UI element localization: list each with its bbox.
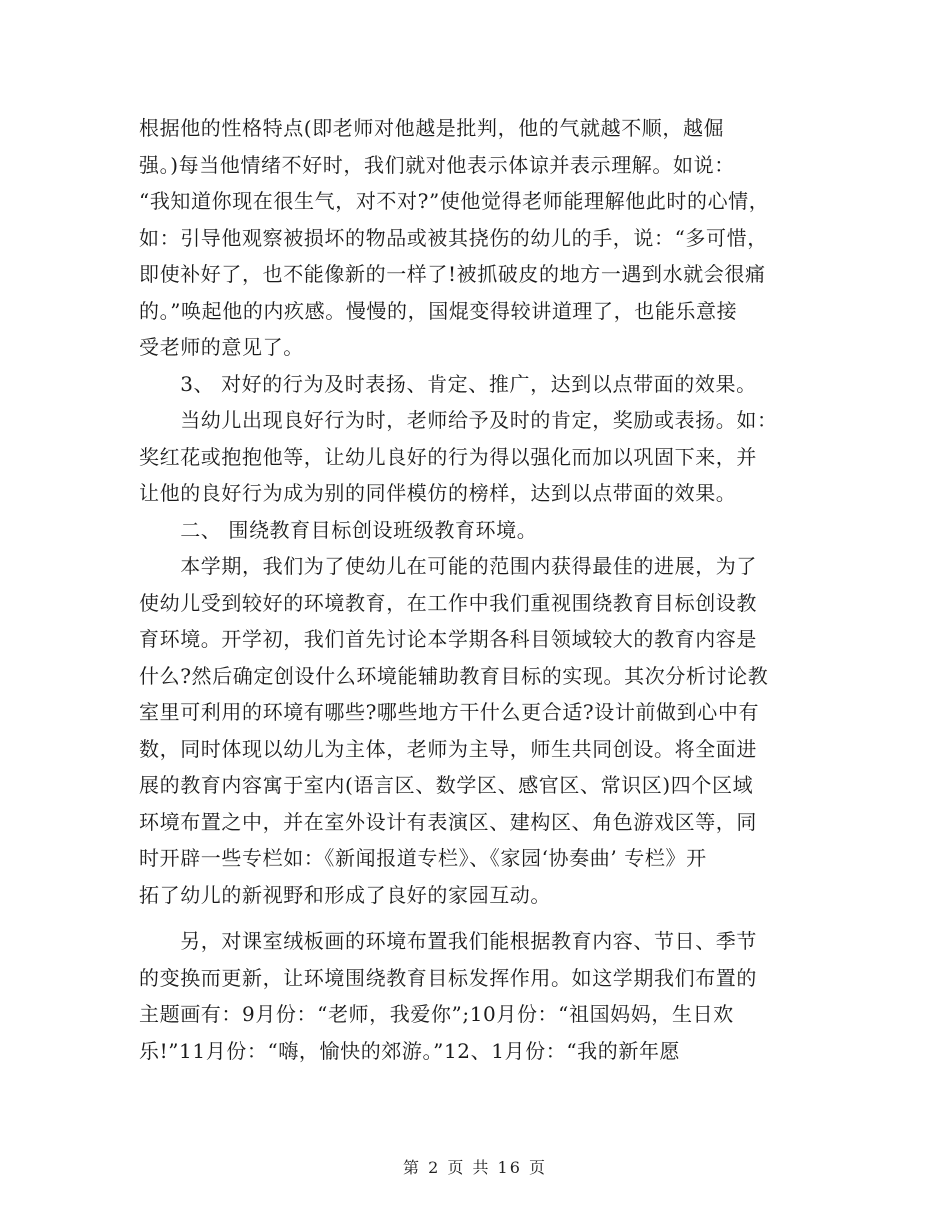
text-line: 主题画有：9月份：“老师，我爱你”;10月份：“祖国妈妈，生日欢 (139, 1002, 734, 1026)
text-line: 环境布置之中，并在室外设计有表演区、建构区、角色游戏区等，同 (139, 809, 757, 834)
text-line: 数，同时体现以幼儿为主体，老师为主导，师生共同创设。将全面进 (139, 736, 757, 761)
text-line: 的。”唤起他的内疚感。慢慢的，国焜变得较讲道理了，也能乐意接 (139, 298, 738, 323)
section-heading: 二、 围绕教育目标创设班级教育环境。 (139, 517, 538, 542)
text-line: 3、 对好的行为及时表扬、肯定、推广，达到以点带面的效果。 (139, 371, 757, 396)
text-line: 本学期，我们为了使幼儿在可能的范围内获得最佳的进展，为了 (139, 554, 757, 578)
text-line: 奖红花或抱抱他等，让幼儿良好的行为得以强化而加以巩固下来，并 (139, 444, 757, 469)
text-line: “我知道你现在很生气，对不对?”使他觉得老师能理解他此时的心情， (139, 189, 770, 213)
text-line: 时开辟一些专栏如：《新闻报道专栏》、《家园‘协奏曲’ 专栏》开 (139, 846, 707, 870)
text-line: 育环境。开学初，我们首先讨论本学期各科目领域较大的教育内容是 (139, 627, 757, 651)
text-line: 另，对课室绒板画的环境布置我们能根据教育内容、节日、季节 (139, 929, 757, 953)
text-line: 如：引导他观察被损坏的物品或被其挠伤的幼儿的手，说：“多可惜， (139, 225, 768, 250)
text-line: 即使补好了，也不能像新的一样了!被抓破皮的地方一遇到水就会很痛 (139, 262, 766, 286)
text-line: 乐!”11月份：“嗨，愉快的郊游。”12、1月份：“我的新年愿 (139, 1038, 681, 1063)
text-line: 展的教育内容寓于室内(语言区、数学区、感官区、常识区)四个区域 (139, 773, 754, 797)
text-line: 的变换而更新，让环境围绕教育目标发挥作用。如这学期我们布置的 (139, 965, 757, 990)
text-line: 让他的良好行为成为别的同伴模仿的榜样，达到以点带面的效果。 (139, 481, 737, 505)
text-line: 什么?然后确定创设什么环境能辅助教育目标的实现。其次分析讨论教 (139, 663, 769, 688)
text-line: 根据他的性格特点(即老师对他越是批判，他的气就越不顺，越倔 (139, 116, 725, 140)
text-line: 当幼儿出现良好行为时，老师给予及时的肯定，奖励或表扬。如： (139, 408, 778, 432)
text-line: 拓了幼儿的新视野和形成了良好的家园互动。 (139, 882, 551, 907)
text-line: 室里可利用的环境有哪些?哪些地方干什么更合适?设计前做到心中有 (139, 700, 760, 724)
text-line: 使幼儿受到较好的环境教育，在工作中我们重视围绕教育目标创设教 (139, 590, 757, 615)
text-line: 强。)每当他情绪不好时，我们就对他表示体谅并表示理解。如说： (139, 152, 735, 177)
body-text (139, 110, 819, 1069)
page-number-footer: 第 2 页 共 16 页 (403, 1158, 547, 1177)
text-line: 受老师的意见了。 (139, 335, 304, 359)
